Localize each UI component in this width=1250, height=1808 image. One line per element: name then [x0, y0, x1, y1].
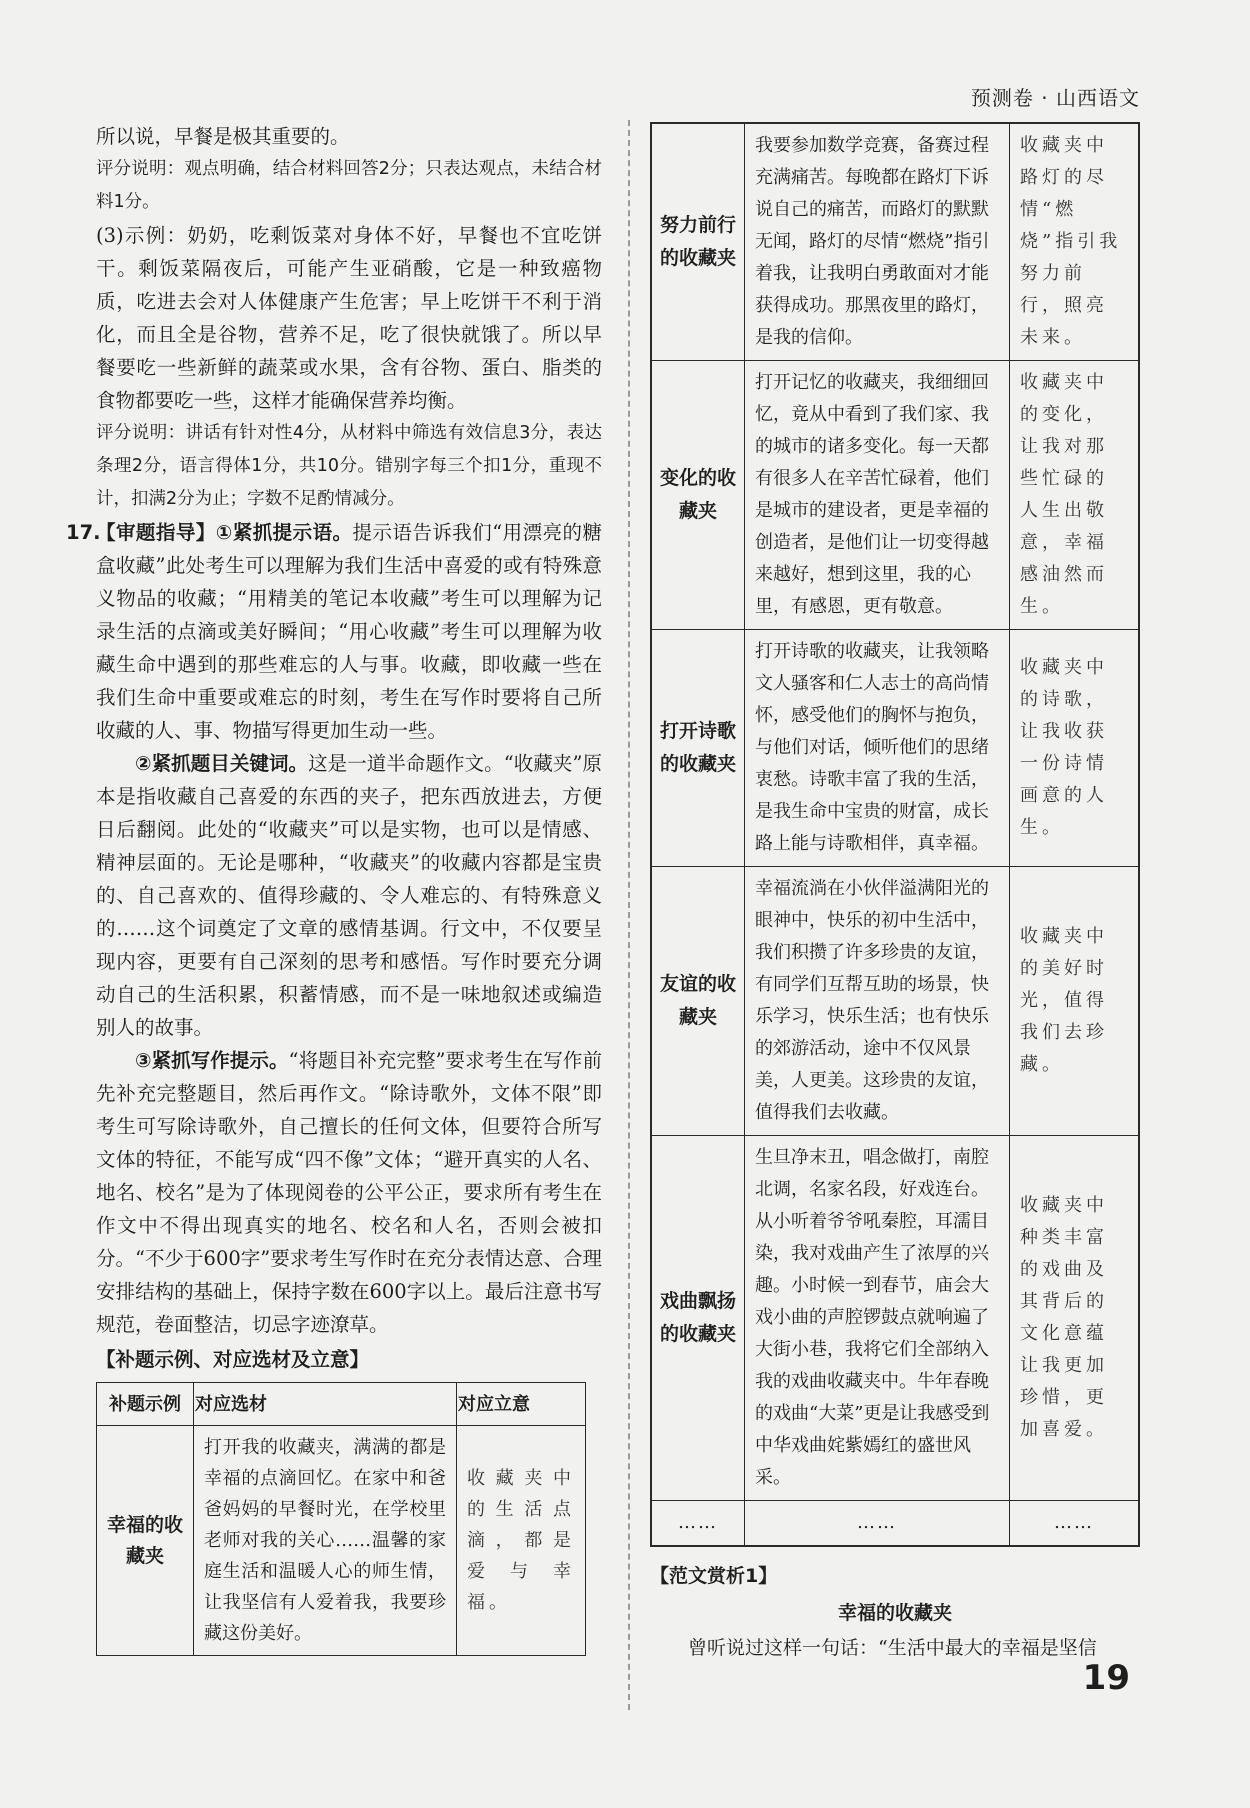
- column-header: 对应选材: [194, 1383, 457, 1426]
- theme-cell: 收藏夹中的变化，让我对那些忙碌的人生出敬意，幸福感油然而生。: [1010, 361, 1140, 630]
- ellipsis-cell: ……: [651, 1501, 745, 1547]
- table-row: [97, 1426, 586, 1656]
- table-row: [651, 1501, 1139, 1547]
- material-cell: 生旦净末丑，唱念做打，南腔北调，名家名段，好戏连台。从小听着爷爷吼秦腔，耳濡目染，我对戏曲产生了浓厚的兴趣。小时候一到春节，庙会大戏小曲的声腔锣鼓点就响遍了大街小巷，我将它们全部纳入我的戏曲收藏夹中。牛年春晚的戏曲“大菜”更是让我感受到中华戏曲姹紫嫣红的盛世风采。: [745, 1136, 1010, 1501]
- page-header: 预测卷 · 山西语文: [970, 86, 1140, 110]
- column-divider: [628, 120, 630, 1710]
- theme-cell: 收藏夹中的生活点滴，都是爱与幸福。: [457, 1426, 586, 1656]
- column-header: 补题示例: [97, 1383, 194, 1426]
- left-column: [66, 120, 602, 1656]
- scoring-note: 评分说明：观点明确，结合材料回答2分；只表达观点，未结合材料1分。: [96, 159, 602, 212]
- paragraph: 所以说，早餐是极其重要的。: [96, 125, 350, 148]
- section-heading: ③紧抓写作提示。: [135, 1049, 289, 1072]
- theme-cell: 收藏夹中的美好时光，值得我们去珍藏。: [1010, 867, 1140, 1136]
- paragraph: 这是一道半命题作文。“收藏夹”原本是指收藏自己喜爱的东西的夹子，把东西放进去，方便日后翻阅。此处的“收藏夹”可以是实物，也可以是情感、精神层面的。无论是哪种，“收藏夹”的收藏内容都是宝贵的、自己喜欢的、值得珍藏的、令人难忘的、有特殊意义的……这个词奠定了文章的感情基调。行文中，不仅要呈现内容，更要有自己深刻的思考和感悟。写作时要充分调动自己的生活积累，积蓄情感，而不是一味地叙述或编造别人的故事。: [96, 752, 602, 1039]
- scoring-note: 评分说明：讲话有针对性4分，从材料中筛选有效信息3分，表达条理2分，语言得体1分，共10分。错别字每三个扣1分，重现不计，扣满2分为止；字数不足酌情减分。: [96, 423, 602, 509]
- column-header: 对应立意: [457, 1383, 586, 1426]
- paragraph: 提示语告诉我们“用漂亮的糖盒收藏”此处考生可以理解为我们生活中喜爱的或有特殊意义物品的收藏；“用精美的笔记本收藏”考生可以理解为记录生活的点滴或美好瞬间；“用心收藏”考生可以理解为收藏生命中遇到的那些难忘的人与事。收藏，即收藏一些在我们生命中重要或难忘的时刻，考生在写作时要将自己所收藏的人、事、物描写得更加生动一些。: [96, 521, 602, 742]
- essay-title: 幸福的收藏夹: [837, 1602, 952, 1624]
- theme-cell: 收藏夹中的诗歌，让我收获一份诗情画意的人生。: [1010, 630, 1140, 867]
- essay-first-line: 曾听说过这样一句话：“生活中最大的幸福是坚信: [688, 1637, 1097, 1659]
- topic-cell: 打开诗歌的收藏夹: [651, 630, 745, 867]
- topic-cell: 努力前行的收藏夹: [651, 123, 745, 361]
- material-cell: 打开诗歌的收藏夹，让我领略文人骚客和仁人志士的高尚情怀，感受他们的胸怀与抱负，与他们对话，倾听他们的思绪衷愁。诗歌丰富了我的生活，是我生命中宝贵的财富，成长路上能与诗歌相伴，真幸福。: [745, 630, 1010, 867]
- question-number: 17.: [66, 521, 101, 544]
- topic-cell: 友谊的收藏夹: [651, 867, 745, 1136]
- paragraph: “将题目补充完整”要求考生在写作前先补充完整题目，然后再作文。“除诗歌外，文体不限”即考生可写除诗歌外，自己擅长的任何文体，但要符合所写文体的特征，不能写成“四不像”文体；“避开真实的人名、地名、校名”是为了体现阅卷的公平公正，要求所有考生在作文中不得出现真实的地名、校名和人名，否则会被扣分。“不少于600字”要求考生写作时在充分表情达意、合理安排结构的基础上，保持字数在600字以上。最后注意书写规范，卷面整洁，切忌字迹潦草。: [96, 1049, 602, 1336]
- table-heading: 【补题示例、对应选材及立意】: [96, 1348, 370, 1371]
- essay-heading: 【范文赏析1】: [650, 1565, 778, 1587]
- section-heading: 【审题指导】①紧抓提示语。: [96, 521, 353, 544]
- table-row: [651, 867, 1139, 1136]
- section-heading: ②紧抓题目关键词。: [135, 752, 309, 775]
- table-row: [651, 361, 1139, 630]
- material-cell: 幸福流淌在小伙伴溢满阳光的眼神中，快乐的初中生活中，我们积攒了许多珍贵的友谊，有同学们互帮互助的场景，快乐学习，快乐生活；也有快乐的郊游活动，途中不仅风景美，人更美。这珍贵的友谊，值得我们去收藏。: [745, 867, 1010, 1136]
- table-row: [651, 630, 1139, 867]
- table-row: [651, 123, 1139, 361]
- material-cell: 我要参加数学竞赛，备赛过程充满痛苦。每晚都在路灯下诉说自己的痛苦，而路灯的默默无闻，路灯的尽情“燃烧”指引着我，让我明白勇敢面对才能获得成功。那黑夜里的路灯，是我的信仰。: [745, 123, 1010, 361]
- material-cell: 打开记忆的收藏夹，我细细回忆，竟从中看到了我们家、我的城市的诸多变化。每一天都有很多人在辛苦忙碌着，他们是城市的建设者，更是幸福的创造者，是他们让一切变得越来越好，想到这里，我的心里，有感恩，更有敬意。: [745, 361, 1010, 630]
- topic-table-part2: [650, 122, 1140, 1547]
- table-row: [651, 1136, 1139, 1501]
- ellipsis-cell: ……: [745, 1501, 1010, 1547]
- topic-cell: 戏曲飘扬的收藏夹: [651, 1136, 745, 1501]
- page-number: 19: [1082, 1658, 1130, 1698]
- topic-cell: 幸福的收藏夹: [97, 1426, 194, 1656]
- right-column: [650, 122, 1140, 1663]
- topic-table-part1: [96, 1382, 586, 1656]
- theme-cell: 收藏夹中种类丰富的戏曲及其背后的文化意蕴让我更加珍惜，更加喜爱。: [1010, 1136, 1140, 1501]
- theme-cell: 收藏夹中路灯的尽情“燃烧”指引我努力前行，照亮未来。: [1010, 123, 1140, 361]
- material-cell: 打开我的收藏夹，满满的都是幸福的点滴回忆。在家中和爸爸妈妈的早餐时光，在学校里老师对我的关心……温馨的家庭生活和温暖人心的师生情，让我坚信有人爱着我，我要珍藏这份美好。: [194, 1426, 457, 1656]
- table-header-row: [97, 1383, 586, 1426]
- question-17: [66, 516, 602, 1341]
- paragraph: (3)示例：奶奶，吃剩饭菜对身体不好，早餐也不宜吃饼干。剩饭菜隔夜后，可能产生亚硝酸，它是一种致癌物质，吃进去会对人体健康产生危害；早上吃饼干不利于消化，而且全是谷物，营养不足，吃了很快就饿了。所以早餐要吃一些新鲜的蔬菜或水果，含有谷物、蛋白、脂类的食物都要吃一些，这样才能确保营养均衡。: [96, 224, 602, 412]
- ellipsis-cell: ……: [1010, 1501, 1140, 1547]
- topic-cell: 变化的收藏夹: [651, 361, 745, 630]
